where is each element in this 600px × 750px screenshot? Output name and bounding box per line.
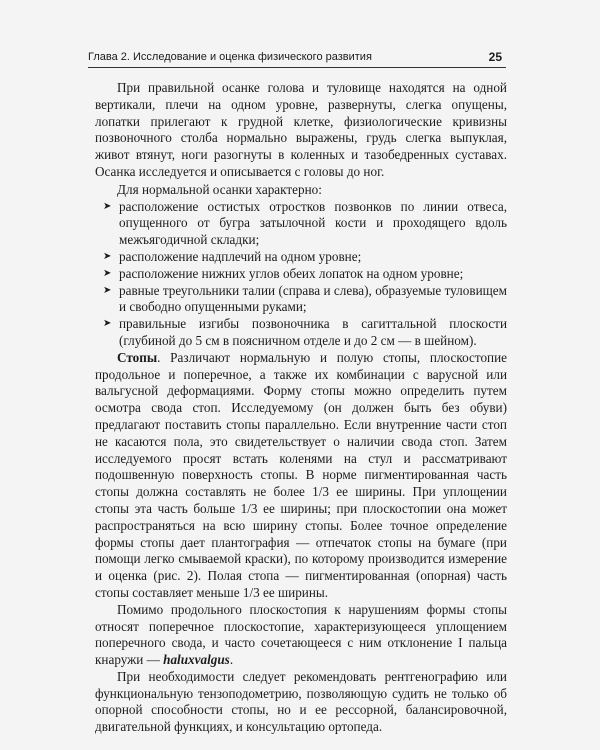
bullet-arrow-icon: ➤ (103, 200, 112, 212)
bullet-arrow-icon: ➤ (103, 250, 112, 262)
posture-criteria-list (95, 199, 507, 350)
paragraph-recommendations: При необходимости следует рекомендовать рентгенографию или функциональную тензоподометрию, позволяющую судить не только об опорной способности стопы, но и ее рессорной, балансировочной, двигательной функциях, и консультацию ортопеда. (95, 668, 507, 735)
paragraph-transverse-flatfoot: Помимо продольного плоскостопия к нарушениям формы стопы относят поперечное плоскостопие, характеризующееся уплощением поперечного свода, и часто сочетающееся с ним отклонение I пальца кнаружи — haluxvalgus. (95, 601, 507, 668)
bullet-arrow-icon: ➤ (103, 284, 112, 296)
page-number: 25 (488, 50, 502, 64)
bullet-arrow-icon: ➤ (103, 267, 112, 279)
chapter-title: Глава 2. Исследование и оценка физического развития (88, 51, 372, 63)
term-feet: Стопы (117, 349, 158, 365)
paragraph-normal-posture-intro: Для нормальной осанки характерно: (117, 181, 322, 197)
term-halux-valgus: haluxvalgus (163, 652, 230, 668)
list-item: ➤ правильные изгибы позвоночника в сагиттальной плоскости (глубиной до 5 см в поясничном отделе и до 2 см — в шейном). (103, 316, 507, 348)
body-text (95, 80, 507, 736)
list-item: ➤ равные треугольники талии (справа и слева), образуемые туловищем и свободно опущенными руками; (103, 282, 507, 315)
bullet-arrow-icon: ➤ (103, 318, 112, 330)
paragraph-posture: При правильной осанке голова и туловище находятся на одной вертикали, плечи на одном уровне, развернуты, слегка опущены, лопатки прилегают к грудной клетке, физиологические кривизны позвоночного столба нормально выражены, грудь слегка выпуклая, живот втянут, ноги разогнуты в коленных и тазобедренных суставах. Осанка исследуется и описывается с головы до ног. (95, 80, 507, 179)
running-header (88, 47, 506, 68)
list-item: ➤ расположение остистых отростков позвонков по линии отвеса, опущенного от бугра затылочной кости и проходящего вдоль межъягодичной складки; (103, 198, 507, 248)
list-item: ➤ расположение надплечий на одном уровне; (103, 248, 362, 264)
list-item: ➤ расположение нижних углов обеих лопаток на одном уровне; (103, 265, 464, 281)
paragraph-feet: Стопы. Различают нормальную и полую стопы, плоскостопие продольное и поперечное, а также их комбинации с варусной или вальгусной деформациями. Форму стопы можно определить путем осмотра свода стоп. Исследуемому (он должен быть без обуви) предлагают поставить стопы параллельно. Если внутренние части стоп не касаются пола, это свидетельствует о наличии свода стоп. Затем исследуемого просят встать коленями на стул и рассматривают подошвенную поверхность стопы. В норме пигментированная часть стопы должна составлять не более 1/3 ее ширины. При уплощении стопы эта часть больше 1/3 ее ширины; при плоскостопии она может распространяться на всю ширину стопы. Более точное определение формы стопы дает плантография — отпечаток стопы на бумаге (при помощи легко смываемой краски), по которому производится измерение и оценка (рис. 2). Полая стопа — пигментированная (опорная) часть стопы составляет меньше 1/3 ее ширины. (95, 349, 507, 600)
